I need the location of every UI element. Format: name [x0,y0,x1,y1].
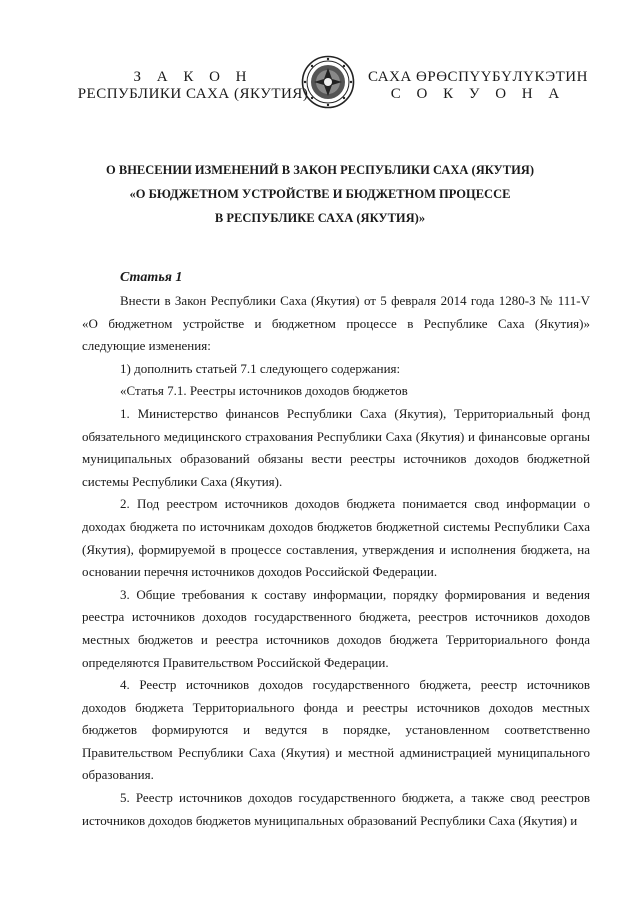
article-heading: Статья 1 [120,270,183,285]
law-title [60,158,580,230]
header-right [358,69,598,103]
header-left [68,69,318,103]
title-line-2: «О БЮДЖЕТНОМ УСТРОЙСТВЕ И БЮДЖЕТНОМ ПРОЦЕССЕ [129,187,511,201]
header-right-line1: САХА ӨРӨСПҮҮБҮЛҮКЭТИН [368,69,588,85]
title-line-1: О ВНЕСЕНИИ ИЗМЕНЕНИЙ В ЗАКОН РЕСПУБЛИКИ САХА (ЯКУТИЯ) [106,163,534,177]
title-line-3: В РЕСПУБЛИКЕ САХА (ЯКУТИЯ)» [214,211,426,225]
paragraph-intro: Внести в Закон Республики Саха (Якутия) от 5 февраля 2014 года 1280-З № 111-V «О бюджетном устройстве и бюджетном процессе в Республике Саха (Якутия)» следующие изменения: [82,293,590,354]
paragraph-clause-3: 3. Общие требования к составу информации, порядку формирования и ведения реестра источников доходов государственного бюджета, реестров источников доходов местных бюджетов и реестра источников доходов бюджета Территориального фонда определяются Правительством Российской Федерации. [82,586,590,670]
paragraph-clause-4: 4. Реестр источников доходов государственного бюджета, реестр источников доходов бюджета Территориального фонда и реестры источников доходов местных бюджетов формируются и ведутся в порядке, установленном соответственно Правительством Республики Саха (Якутия) и местной администрацией муниципального образования. [82,677,590,783]
paragraph-item-1: 1) дополнить статьей 7.1 следующего содержания: [120,360,401,376]
header-left-line1: З А К О Н [133,69,253,85]
paragraph-clause-1: 1. Министерство финансов Республики Саха (Якутия), Территориальный фонд обязательного медицинского страхования Республики Саха (Якутия) и финансовые органы муниципальных образований обязаны вести реестры источников доходов бюджетной системы Республики Саха (Якутия). [82,405,590,489]
coat-of-arms-emblem-icon [301,55,355,109]
article-body [82,290,590,832]
header-right-line2: С О К У О Н А [390,86,566,102]
paragraph-article-7-1-heading: «Статья 7.1. Реестры источников доходов бюджетов [120,383,408,399]
paragraph-clause-2: 2. Под реестром источников доходов бюджета понимается свод информации о доходах бюджета по источникам доходов бюджетов бюджетной системы Республики Саха (Якутия), формируемой в процессе составления, утверждения и исполнения бюджета, на основании перечня источников доходов Российской Федерации. [82,496,590,580]
law-header [0,55,640,115]
paragraph-clause-5: 5. Реестр источников доходов государственного бюджета, а также свод реестров источников доходов бюджетов муниципальных образований Республики Саха (Якутия) и [82,790,590,828]
header-left-line2: РЕСПУБЛИКИ САХА (ЯКУТИЯ) [77,86,309,102]
